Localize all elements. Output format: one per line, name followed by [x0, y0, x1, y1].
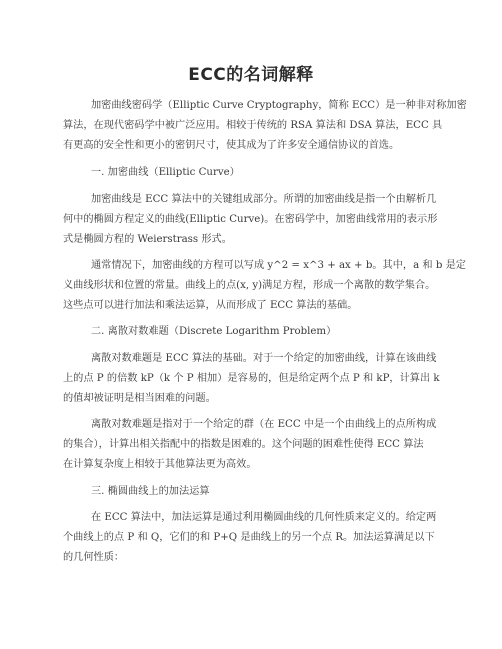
body-line: 通常情况下，加密曲线的方程可以写成 y^2 = x^3 + ax + b。其中，a 和 b 是定 [91, 260, 466, 271]
body-line: 离散对数难题是指对于一个给定的群（在 ECC 中是一个由曲线上的点所构成 [91, 419, 437, 430]
body-line: 式是椭圆方程的 Weierstrass 形式。 [63, 234, 232, 245]
document-title: ECC的名词解释 [188, 65, 314, 85]
body-line: 加密曲线是 ECC 算法中的关键组成部分。所谓的加密曲线是指一个由解析几 [91, 194, 437, 205]
body-line: 的集合），计算出相关指配中的指数是困难的。这个问题的困难性使得 ECC 算法 [63, 439, 424, 450]
body-line: 的几何性质： [63, 552, 125, 563]
body-line: 义曲线形状和位置的常量。曲线上的点(x, y)满足方程，形成一个离散的数学集合。 [63, 280, 436, 291]
body-line: 离散对数难题是 ECC 算法的基础。对于一个给定的加密曲线，计算在该曲线 [91, 353, 437, 364]
body-line: 在 ECC 算法中，加法运算是通过利用椭圆曲线的几何性质来定义的。给定两 [91, 512, 437, 523]
body-line: 何中的椭圆方程定义的曲线(Elliptic Curve)。在密码学中，加密曲线常用的表示形 [63, 214, 438, 225]
body-line: 算法，在现代密码学中被广泛应用。相较于传统的 RSA 算法和 DSA 算法，ECC 具 [63, 120, 443, 131]
body-line: 上的点 P 的倍数 kP（k 个 P 相加）是容易的，但是给定两个点 P 和 kP，计算出 k [63, 373, 440, 384]
body-line: 个曲线上的点 P 和 Q，它们的和 P+Q 是曲线上的另一个点 R。加法运算满足以下 [63, 532, 435, 543]
body-line: 这些点可以进行加法和乘法运算，从而形成了 ECC 算法的基础。 [63, 300, 358, 311]
body-line: 的值却被证明是相当困难的问题。 [63, 393, 216, 404]
section-heading: 三. 椭圆曲线上的加法运算 [91, 486, 210, 497]
section-heading: 二. 离散对数难题（Discrete Logarithm Problem） [91, 326, 337, 337]
body-line: 加密曲线密码学（Elliptic Curve Cryptography，简称 ECC）是一种非对称加密 [91, 100, 467, 111]
body-line: 在计算复杂度上相较于其他算法更为高效。 [63, 459, 257, 470]
body-line: 有更高的安全性和更小的密钥尺寸，使其成为了许多安全通信协议的首选。 [63, 140, 400, 151]
section-heading: 一. 加密曲线（Elliptic Curve） [91, 167, 240, 178]
